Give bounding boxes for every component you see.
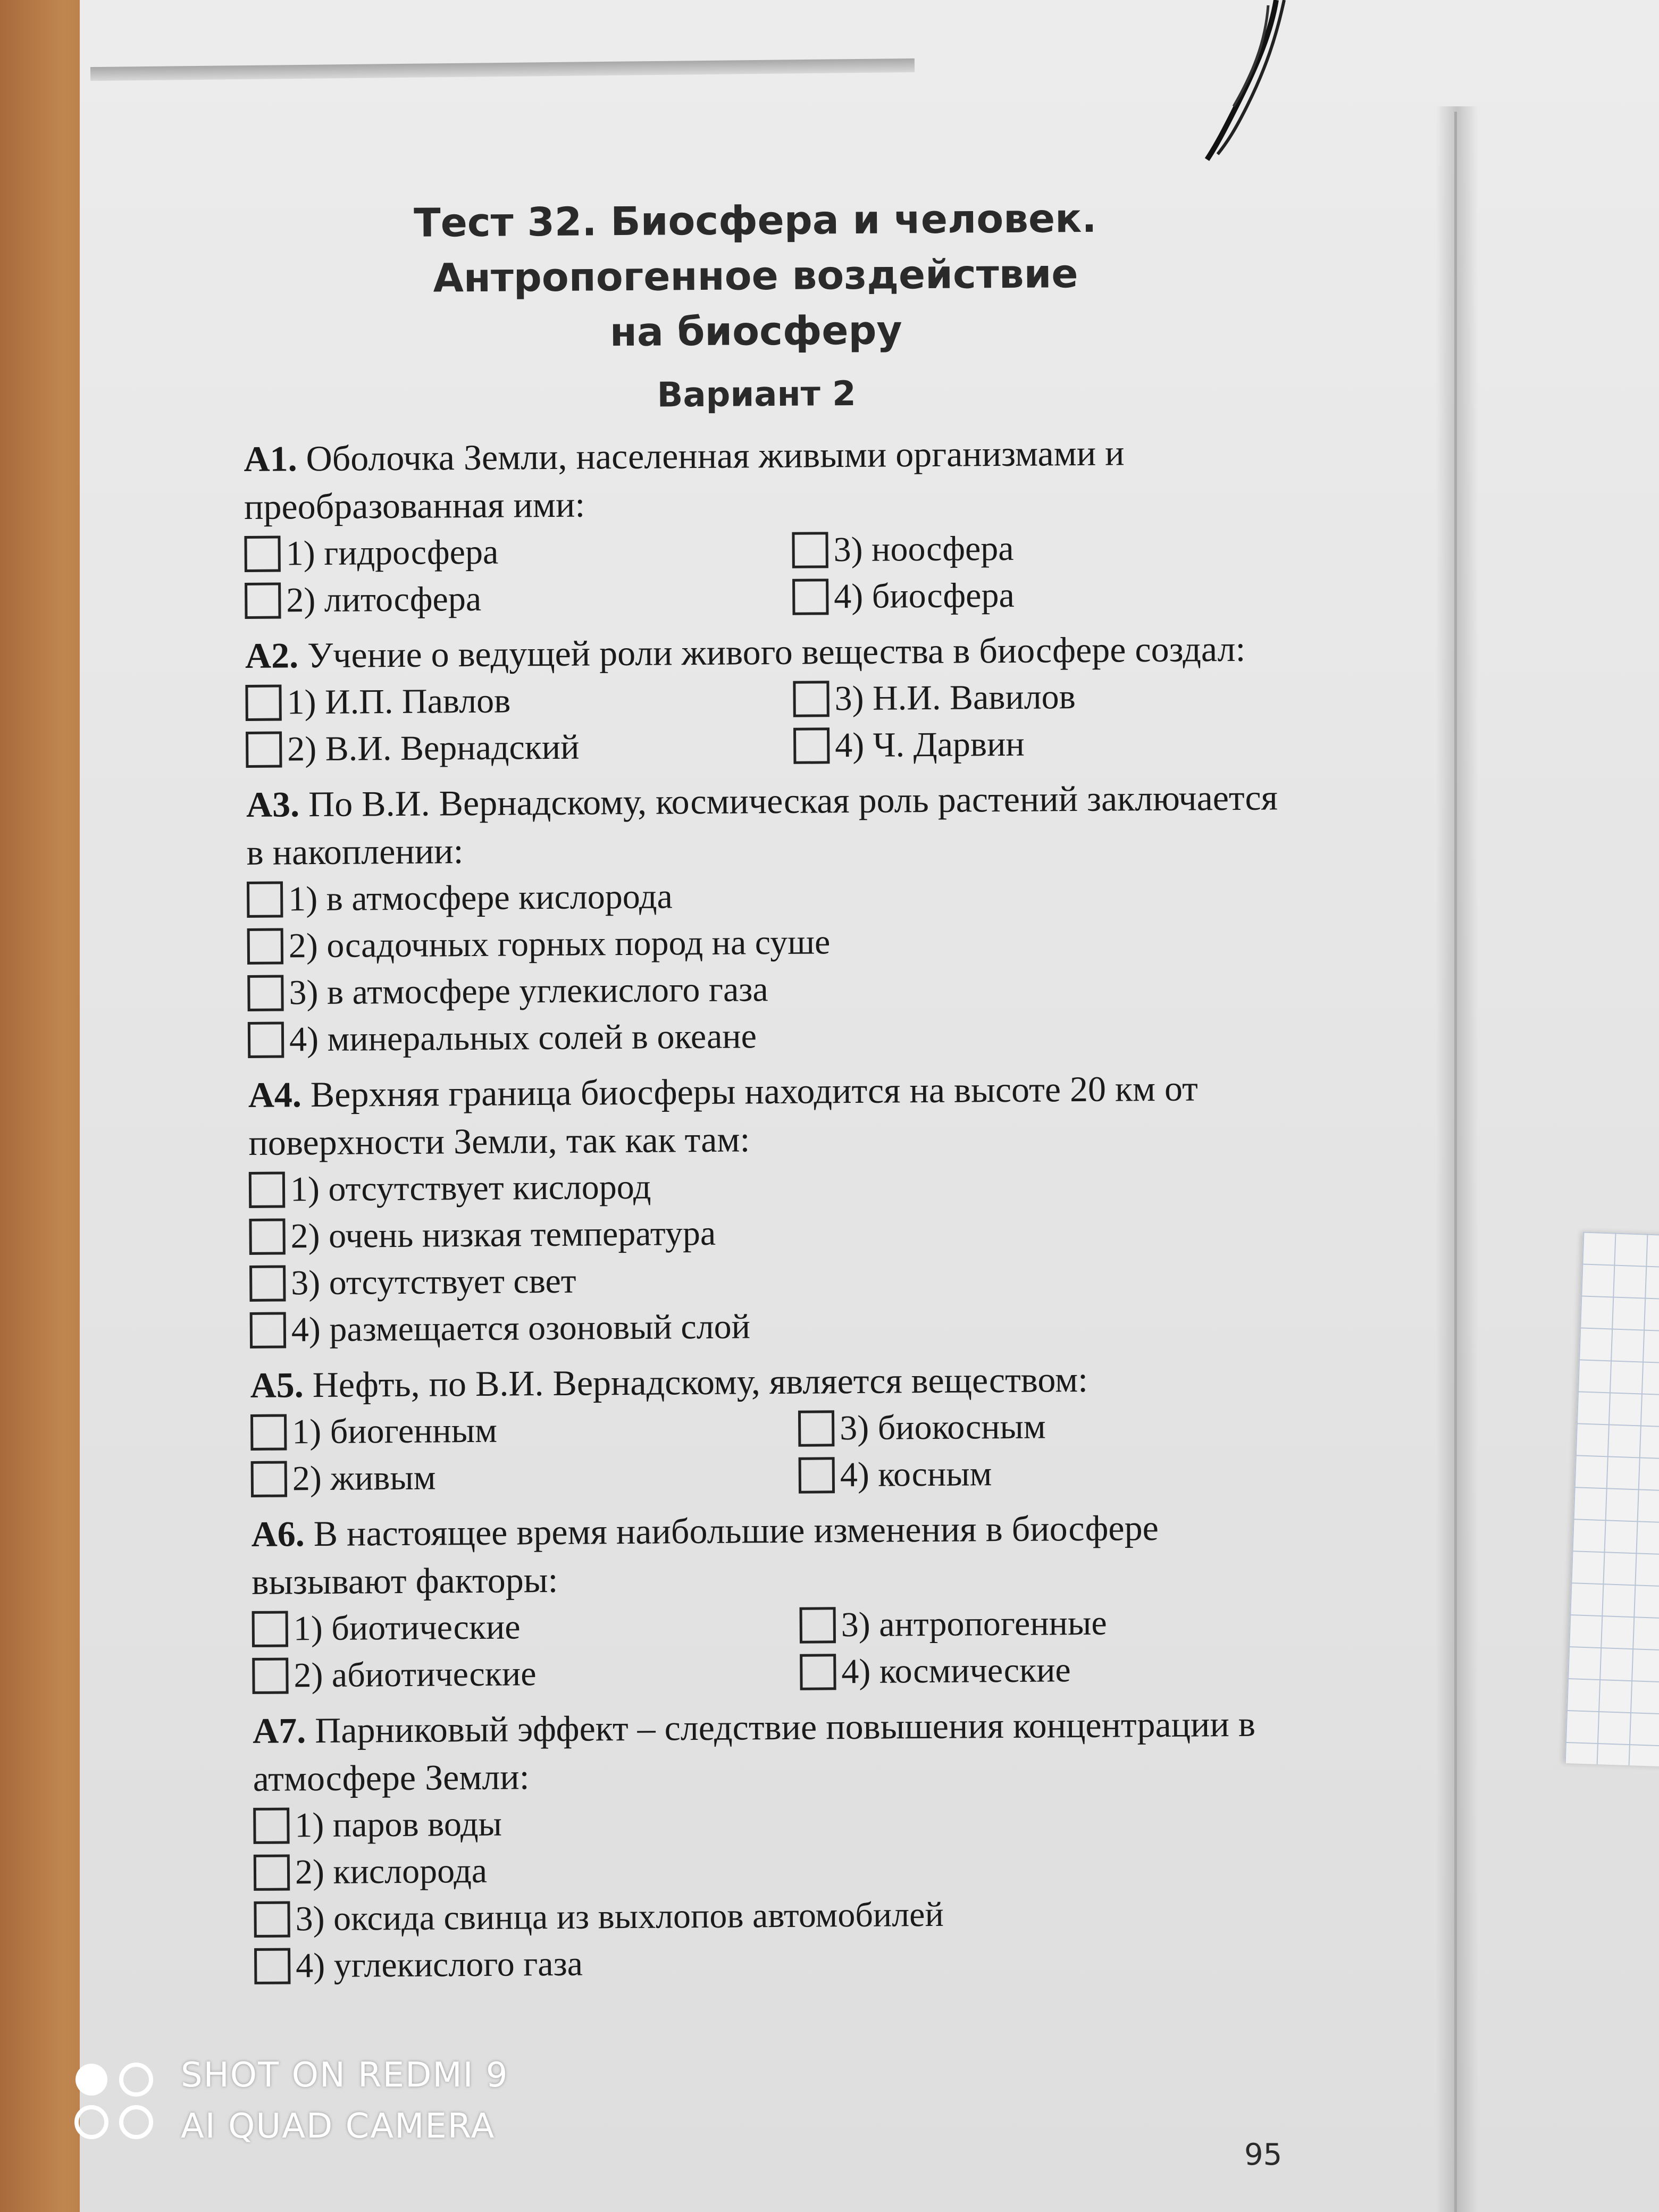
answer-options bbox=[245, 672, 1309, 773]
answer-option[interactable] bbox=[246, 723, 794, 773]
title-line: на биосферу bbox=[609, 307, 903, 356]
page-fold bbox=[1436, 106, 1478, 2212]
answer-option[interactable] bbox=[247, 916, 1290, 970]
checkbox[interactable] bbox=[247, 881, 283, 917]
question-number: А5. bbox=[250, 1364, 304, 1405]
answer-option[interactable] bbox=[799, 1448, 1294, 1498]
checkbox[interactable] bbox=[254, 1901, 290, 1937]
checkbox[interactable] bbox=[254, 1854, 290, 1890]
checkbox[interactable] bbox=[253, 1807, 289, 1844]
checkbox[interactable] bbox=[250, 1312, 286, 1348]
option-label: 3) в атмосфере углекислого газа bbox=[289, 970, 768, 1012]
checkbox[interactable] bbox=[248, 1021, 284, 1058]
question-a4 bbox=[248, 1063, 1313, 1354]
answer-option[interactable] bbox=[252, 1602, 800, 1653]
page-fold-line bbox=[1454, 112, 1457, 2212]
answer-option[interactable] bbox=[245, 676, 793, 726]
option-label: 3) отсутствует свет bbox=[291, 1261, 576, 1303]
answer-option[interactable] bbox=[254, 1889, 1296, 1943]
option-label: 3) антропогенные bbox=[841, 1603, 1107, 1645]
question-text: В настоящее время наибольшие изменения в биосфере вызывают факторы: bbox=[251, 1507, 1159, 1602]
answer-option[interactable] bbox=[249, 1159, 1292, 1213]
option-label: 3) Н.И. Вавилов bbox=[834, 677, 1076, 718]
option-label: 1) гидросфера bbox=[286, 532, 499, 573]
page-number: 95 bbox=[1244, 2138, 1283, 2172]
variant-label: Вариант 2 bbox=[657, 374, 856, 415]
checkbox[interactable] bbox=[799, 1457, 835, 1493]
answer-option[interactable] bbox=[254, 1842, 1296, 1896]
checkbox[interactable] bbox=[244, 536, 280, 572]
question-a5 bbox=[250, 1354, 1314, 1503]
option-label: 4) размещается озоновый слой bbox=[291, 1307, 751, 1350]
title-line: Антропогенное воздействие bbox=[433, 251, 1078, 301]
option-label: 2) очень низкая температура bbox=[290, 1213, 716, 1256]
question-number: А7. bbox=[252, 1710, 306, 1751]
option-label: 2) кислорода bbox=[295, 1851, 488, 1892]
question-text: По В.И. Вернадскому, космическая роль растений заключается в накоплении: bbox=[246, 777, 1278, 873]
marker-stroke-icon bbox=[1143, 0, 1303, 202]
camera-watermark bbox=[69, 2050, 509, 2152]
question-a6 bbox=[251, 1503, 1316, 1699]
option-label: 2) осадочных горных пород на суше bbox=[288, 923, 831, 966]
checkbox[interactable] bbox=[247, 975, 283, 1011]
answer-option[interactable] bbox=[249, 1253, 1292, 1307]
question-number: А4. bbox=[248, 1074, 302, 1115]
answer-option[interactable] bbox=[252, 1649, 800, 1699]
answer-option[interactable] bbox=[799, 1598, 1294, 1648]
answer-option[interactable] bbox=[798, 1402, 1293, 1452]
option-label: 4) косным bbox=[840, 1454, 992, 1495]
checkbox[interactable] bbox=[793, 727, 830, 764]
answer-option[interactable] bbox=[250, 1405, 799, 1456]
answer-option[interactable] bbox=[249, 1206, 1292, 1260]
answer-options bbox=[252, 1598, 1316, 1699]
question-text: Учение о ведущей роли живого вещества в биосфере создал: bbox=[307, 628, 1246, 676]
answer-options bbox=[253, 1795, 1318, 1990]
option-label: 2) литосфера bbox=[286, 579, 482, 620]
option-label: 1) биотические bbox=[293, 1607, 521, 1648]
answer-option[interactable] bbox=[251, 1452, 799, 1503]
answer-option[interactable] bbox=[250, 1300, 1293, 1354]
checkbox[interactable] bbox=[792, 579, 828, 615]
answer-option[interactable] bbox=[248, 1009, 1291, 1063]
option-label: 1) в атмосфере кислорода bbox=[288, 877, 673, 919]
checkbox[interactable] bbox=[246, 732, 282, 768]
test-content bbox=[242, 189, 1318, 1997]
checkbox[interactable] bbox=[245, 685, 281, 721]
answer-options bbox=[247, 869, 1311, 1063]
watermark-line: SHOT ON REDMI 9 bbox=[181, 2056, 509, 2095]
question-number: А6. bbox=[251, 1513, 305, 1554]
answer-option[interactable] bbox=[247, 869, 1289, 923]
option-label: 4) Ч. Дарвин bbox=[834, 724, 1025, 765]
option-label: 2) абиотические bbox=[294, 1654, 537, 1695]
question-text: Верхняя граница биосферы находится на высоте 20 км от поверхности Земли, так как там: bbox=[248, 1068, 1199, 1163]
question-text: Оболочка Земли, населенная живыми организмами и преобразованная ими: bbox=[244, 432, 1125, 527]
checkbox[interactable] bbox=[252, 1657, 288, 1694]
option-label: 3) ноосфера bbox=[833, 529, 1014, 569]
checkbox[interactable] bbox=[250, 1414, 287, 1450]
option-label: 1) отсутствует кислород bbox=[290, 1167, 651, 1209]
answer-option[interactable] bbox=[247, 962, 1290, 1017]
answer-option[interactable] bbox=[254, 1936, 1297, 1990]
answer-option[interactable] bbox=[800, 1645, 1295, 1695]
answer-option[interactable] bbox=[245, 574, 793, 624]
question-number: А2. bbox=[245, 635, 299, 676]
option-label: 4) минеральных солей в океане bbox=[289, 1017, 757, 1059]
answer-options bbox=[249, 1159, 1313, 1354]
option-label: 4) биосфера bbox=[834, 575, 1015, 616]
option-label: 2) живым bbox=[292, 1458, 436, 1498]
question-a2 bbox=[245, 624, 1310, 773]
checkbox[interactable] bbox=[798, 1410, 834, 1446]
question-text: Нефть, по В.И. Вернадскому, является веществом: bbox=[312, 1359, 1088, 1405]
checkbox[interactable] bbox=[800, 1607, 836, 1643]
title-line: Тест 32. Биосфера и человек. bbox=[413, 195, 1097, 246]
answer-options bbox=[250, 1402, 1314, 1503]
option-label: 4) углекислого газа bbox=[295, 1944, 583, 1985]
answer-option[interactable] bbox=[792, 570, 1287, 620]
option-label: 3) оксида свинца из выхлопов автомобилей bbox=[295, 1895, 944, 1939]
quad-camera-logo-icon bbox=[69, 2056, 160, 2146]
option-label: 1) И.П. Павлов bbox=[287, 681, 511, 722]
checkbox[interactable] bbox=[249, 1171, 285, 1208]
question-number: А3. bbox=[246, 784, 300, 825]
test-title bbox=[242, 190, 1269, 363]
checkbox[interactable] bbox=[245, 583, 281, 619]
checkbox[interactable] bbox=[249, 1265, 286, 1301]
answer-option[interactable] bbox=[244, 527, 792, 577]
checkbox[interactable] bbox=[800, 1654, 836, 1690]
answer-options bbox=[244, 523, 1308, 624]
watermark-line: AI QUAD CAMERA bbox=[181, 2107, 496, 2146]
option-label: 2) В.И. Вернадский bbox=[287, 727, 580, 769]
question-a3 bbox=[246, 773, 1312, 1063]
option-label: 1) биогенным bbox=[291, 1411, 498, 1452]
question-number: А1. bbox=[244, 438, 297, 479]
checkbox[interactable] bbox=[251, 1461, 287, 1497]
question-a1 bbox=[244, 428, 1308, 624]
answer-option[interactable] bbox=[793, 672, 1288, 722]
answer-option[interactable] bbox=[792, 523, 1287, 573]
option-label: 1) паров воды bbox=[295, 1804, 502, 1845]
option-label: 3) биокосным bbox=[839, 1407, 1046, 1448]
checkbox[interactable] bbox=[252, 1611, 288, 1647]
answer-option[interactable] bbox=[793, 719, 1288, 769]
option-label: 4) космические bbox=[841, 1650, 1071, 1691]
question-a7 bbox=[253, 1699, 1318, 1990]
checkbox[interactable] bbox=[249, 1218, 285, 1254]
answer-option[interactable] bbox=[253, 1795, 1296, 1849]
checkbox[interactable] bbox=[793, 681, 829, 717]
checkbox[interactable] bbox=[792, 532, 828, 568]
question-text: Парниковый эффект – следствие повышения концентрации в атмосфере Земли: bbox=[253, 1703, 1256, 1799]
checkbox[interactable] bbox=[247, 928, 283, 964]
checkbox[interactable] bbox=[254, 1948, 290, 1984]
